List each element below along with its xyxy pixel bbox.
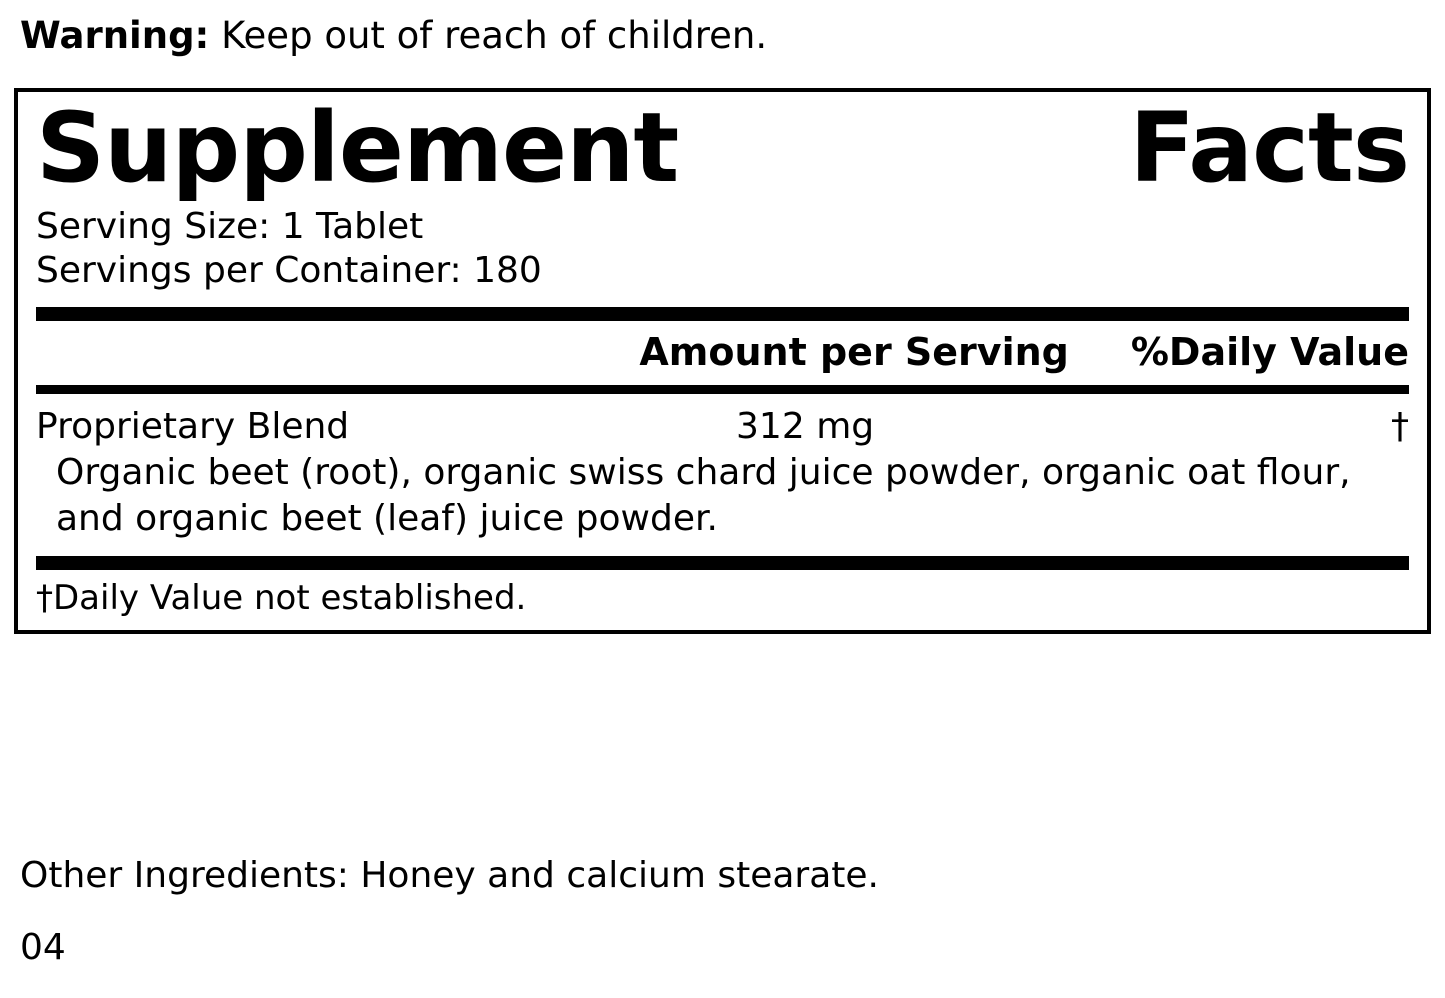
row-amount: 312 mg	[736, 405, 875, 447]
rule-thick-top	[36, 307, 1409, 321]
serving-size: Serving Size: 1 Tablet	[36, 205, 424, 247]
other-ingredients: Other Ingredients: Honey and calcium stearate.	[20, 855, 879, 896]
header-daily-value: %Daily Value	[1130, 329, 1409, 374]
panel-title	[36, 92, 1409, 204]
row-sub-ingredients: Organic beet (root), organic swiss chard juice powder, organic oat flour, and organic beet (leaf) juice powder.	[56, 451, 1351, 539]
warning-line	[20, 14, 767, 58]
rule-under-headers	[36, 385, 1409, 394]
rule-thick-bottom	[36, 556, 1409, 570]
warning-text: Keep out of reach of children.	[209, 14, 768, 57]
warning-label: Warning:	[20, 14, 210, 57]
daily-value-footnote: †Daily Value not established.	[36, 577, 527, 618]
row-daily-value: †	[1391, 405, 1409, 447]
facts-panel	[14, 88, 1431, 634]
row-name: Proprietary Blend	[36, 405, 350, 447]
servings-per-container: Servings per Container: 180	[36, 249, 542, 291]
serving-info	[36, 201, 1409, 299]
panel-title-facts: Facts	[1129, 92, 1409, 204]
header-amount-per-serving: Amount per Serving	[639, 329, 1069, 374]
column-headers	[36, 321, 1409, 385]
panel-title-supplement: Supplement	[36, 92, 679, 204]
table-row	[36, 394, 1409, 450]
document-code: 04	[20, 927, 66, 968]
